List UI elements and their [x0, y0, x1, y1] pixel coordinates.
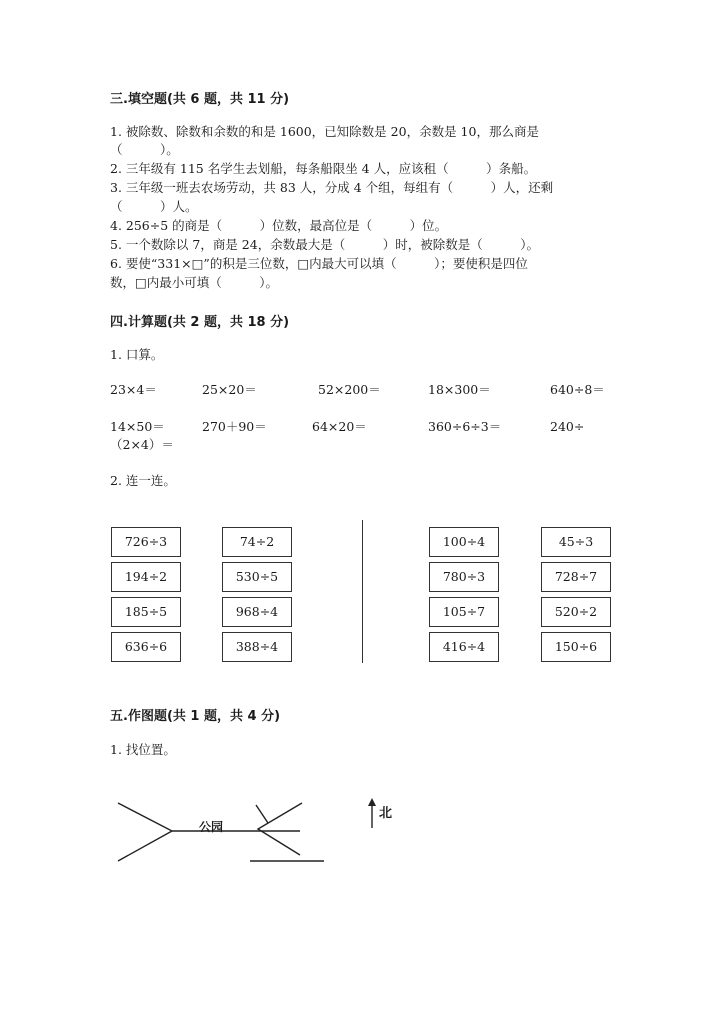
q3-line-8: 6. 要使“331×□”的积是三位数，□内最大可以填（ ）；要使积是四位: [110, 256, 528, 271]
calc-item: 270＋90＝: [202, 419, 267, 434]
calc-q1-label: 1. 口算。: [110, 347, 164, 362]
calc-item: 640÷8＝: [550, 382, 605, 397]
q3-line-9: 数，□内最小可填（ ）。: [110, 275, 279, 290]
draw-q1-label: 1. 找位置。: [110, 742, 176, 757]
calc-item: 360÷6÷3＝: [428, 419, 502, 434]
match-box[interactable]: 74÷2: [222, 527, 292, 557]
calc-item: 64×20＝: [312, 419, 367, 434]
match-box[interactable]: 416÷4: [429, 632, 499, 662]
match-box[interactable]: 185÷5: [111, 597, 181, 627]
calc-item: 23×4＝: [110, 382, 157, 397]
match-box[interactable]: 520÷2: [541, 597, 611, 627]
match-box[interactable]: 388÷4: [222, 632, 292, 662]
section3-title: 三.填空题(共 6 题，共 11 分): [110, 92, 290, 107]
calc-item: 18×300＝: [428, 382, 491, 397]
right-fork-line: [258, 803, 302, 855]
short-road-line: [256, 805, 268, 823]
north-arrow-head-icon: [368, 798, 376, 806]
match-box[interactable]: 105÷7: [429, 597, 499, 627]
match-box[interactable]: 530÷5: [222, 562, 292, 592]
match-box[interactable]: 100÷4: [429, 527, 499, 557]
match-box[interactable]: 728÷7: [541, 562, 611, 592]
section4-title: 四.计算题(共 2 题，共 18 分): [110, 315, 290, 330]
q3-line-1: 1. 被除数、除数和余数的和是 1600，已知除数是 20，余数是 10，那么商是: [110, 124, 539, 139]
match-box[interactable]: 45÷3: [541, 527, 611, 557]
calc-item: 25×20＝: [202, 382, 257, 397]
match-box[interactable]: 780÷3: [429, 562, 499, 592]
q3-line-4: 3. 三年级一班去农场劳动，共 83 人，分成 4 个组，每组有（ ）人，还剩: [110, 180, 554, 195]
calc-item: 14×50＝: [110, 419, 165, 434]
calc-item-wrap: （2×4）＝: [110, 437, 174, 452]
north-label: 北: [379, 806, 393, 821]
calc-item: 240÷: [550, 419, 585, 434]
match-box[interactable]: 726÷3: [111, 527, 181, 557]
match-box[interactable]: 194÷2: [111, 562, 181, 592]
match-box[interactable]: 636÷6: [111, 632, 181, 662]
park-label: 公园: [199, 820, 224, 834]
section5-title: 五.作图题(共 1 题，共 4 分): [110, 709, 281, 724]
q3-line-2: （ ）。: [110, 142, 179, 157]
north-arrow: [368, 798, 376, 828]
match-box[interactable]: 968÷4: [222, 597, 292, 627]
q3-line-5: （ ）人。: [110, 199, 198, 214]
q3-line-6: 4. 256÷5 的商是（ ）位数，最高位是（ ）位。: [110, 218, 448, 233]
calc-item: 52×200＝: [318, 382, 381, 397]
q3-line-3: 2. 三年级有 115 名学生去划船，每条船限坐 4 人，应该租（ ）条船。: [110, 161, 537, 176]
left-fork-line: [118, 803, 172, 861]
match-box[interactable]: 150÷6: [541, 632, 611, 662]
q3-line-7: 5. 一个数除以 7，商是 24，余数最大是（ ）时，被除数是（ ）。: [110, 237, 539, 252]
calc-q2-label: 2. 连一连。: [110, 473, 176, 488]
